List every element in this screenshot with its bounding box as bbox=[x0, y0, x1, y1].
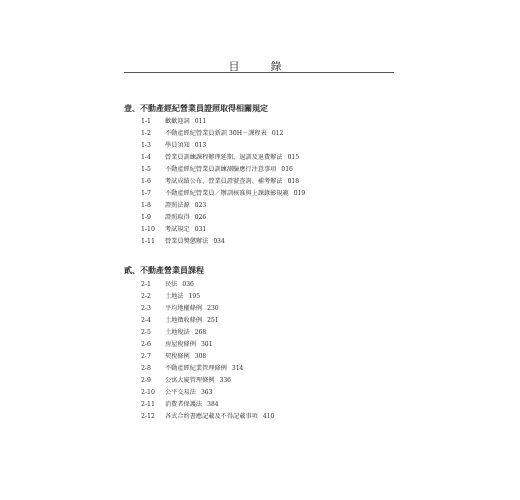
entry-title: 平均地權條例 bbox=[165, 305, 203, 312]
toc-entry bbox=[141, 164, 305, 176]
entry-page-number: 011 bbox=[194, 118, 207, 125]
entry-number: 1-9 bbox=[141, 214, 151, 221]
toc-entry bbox=[141, 339, 274, 351]
toc-entry bbox=[141, 351, 274, 363]
entry-number: 2-9 bbox=[141, 377, 151, 384]
entry-number: 2-3 bbox=[141, 305, 151, 312]
entry-number: 2-1 bbox=[141, 281, 151, 288]
entry-title: 考試成績公布、營業員證號查詢、補考辦法 bbox=[165, 178, 283, 185]
entry-number: 1-6 bbox=[141, 178, 151, 185]
toc-entry bbox=[141, 236, 305, 248]
toc-entry bbox=[141, 387, 274, 399]
section-2-entries bbox=[141, 279, 274, 423]
entry-number: 2-11 bbox=[141, 401, 155, 408]
entry-page-number: 314 bbox=[231, 365, 244, 372]
toc-entry bbox=[141, 279, 274, 291]
entry-page-number: 410 bbox=[262, 413, 275, 420]
entry-title: 土地徵收條例 bbox=[165, 317, 203, 324]
entry-number: 1-10 bbox=[141, 226, 155, 233]
entry-number: 1-3 bbox=[141, 142, 151, 149]
entry-number: 2-4 bbox=[141, 317, 151, 324]
entry-page-number: 301 bbox=[200, 341, 213, 348]
entry-page-number: 384 bbox=[207, 401, 219, 408]
toc-entry bbox=[141, 224, 305, 236]
entry-number: 2-12 bbox=[141, 413, 155, 420]
entry-title: 不動產經紀營業員新訓 30H－課程表 bbox=[165, 130, 267, 137]
entry-page-number: 013 bbox=[194, 142, 207, 149]
toc-entry bbox=[141, 327, 274, 339]
title-divider bbox=[124, 72, 394, 73]
entry-title: 消費者保護法 bbox=[165, 401, 203, 408]
entry-title: 營業員獎懲辦法 bbox=[165, 238, 209, 245]
toc-entry bbox=[141, 128, 305, 140]
toc-entry bbox=[141, 291, 274, 303]
toc-entry bbox=[141, 152, 305, 164]
entry-page-number: 023 bbox=[194, 202, 207, 209]
entry-page-number: 031 bbox=[194, 226, 207, 233]
entry-title: 不動產經紀業管理條例 bbox=[165, 365, 227, 372]
entry-page-number: 230 bbox=[207, 305, 219, 312]
entry-title: 不動產經紀營業員訓練測驗應行注意事項 bbox=[165, 166, 277, 173]
entry-page-number: 019 bbox=[293, 190, 306, 197]
entry-number: 2-10 bbox=[141, 389, 155, 396]
entry-title: 各式合約書應記載及不得記載事項 bbox=[165, 413, 258, 420]
entry-page-number: 195 bbox=[188, 293, 201, 300]
section-title-1: 壹、不動產經紀營業員證照取得相關規定 bbox=[124, 103, 268, 113]
entry-number: 2-2 bbox=[141, 293, 151, 300]
entry-page-number: 015 bbox=[287, 154, 300, 161]
entry-number: 1-2 bbox=[141, 130, 151, 137]
entry-title: 公寓大廈管理條例 bbox=[165, 377, 215, 384]
entry-page-number: 018 bbox=[287, 178, 300, 185]
entry-page-number: 016 bbox=[281, 166, 293, 173]
entry-number: 1-5 bbox=[141, 166, 151, 173]
entry-page-number: 336 bbox=[219, 377, 231, 384]
toc-entry bbox=[141, 200, 305, 212]
entry-title: 土地稅法 bbox=[165, 329, 190, 336]
entry-number: 2-7 bbox=[141, 353, 151, 360]
entry-page-number: 268 bbox=[194, 329, 207, 336]
entry-title: 公平交易法 bbox=[165, 389, 196, 396]
entry-page-number: 012 bbox=[271, 130, 284, 137]
entry-page-number: 034 bbox=[213, 238, 225, 245]
entry-title: 證照取得 bbox=[165, 214, 190, 221]
entry-title: 契稅條例 bbox=[165, 353, 190, 360]
toc-entry bbox=[141, 212, 305, 224]
entry-page-number: 036 bbox=[182, 281, 194, 288]
entry-title: 民法 bbox=[165, 281, 178, 288]
entry-title: 考試規定 bbox=[165, 226, 190, 233]
entry-number: 1-11 bbox=[141, 238, 155, 245]
toc-entry bbox=[141, 315, 274, 327]
entry-title: 證照法源 bbox=[165, 202, 190, 209]
entry-title: 學員須知 bbox=[165, 142, 190, 149]
section-1-entries bbox=[141, 116, 305, 248]
toc-title: 目 錄 bbox=[228, 60, 292, 73]
entry-number: 1-8 bbox=[141, 202, 151, 209]
entry-page-number: 251 bbox=[207, 317, 219, 324]
toc-entry bbox=[141, 399, 274, 411]
toc-entry bbox=[141, 303, 274, 315]
toc-entry bbox=[141, 116, 305, 128]
toc-entry bbox=[141, 140, 305, 152]
entry-title: 歡歡迎詞 bbox=[165, 118, 190, 125]
toc-entry bbox=[141, 411, 274, 423]
entry-number: 2-6 bbox=[141, 341, 151, 348]
entry-title: 土地法 bbox=[165, 293, 184, 300]
toc-entry bbox=[141, 176, 305, 188]
toc-entry bbox=[141, 188, 305, 200]
toc-entry bbox=[141, 363, 274, 375]
section-title-2: 貳、不動產營業員課程 bbox=[124, 265, 204, 275]
entry-number: 1-7 bbox=[141, 190, 151, 197]
entry-page-number: 363 bbox=[200, 389, 213, 396]
entry-title: 營業員訓練課程辦理延期、退訓及退費辦法 bbox=[165, 154, 283, 161]
toc-entry bbox=[141, 375, 274, 387]
entry-page-number: 308 bbox=[194, 353, 207, 360]
entry-number: 2-8 bbox=[141, 365, 151, 372]
entry-title: 房屋稅條例 bbox=[165, 341, 196, 348]
entry-page-number: 026 bbox=[194, 214, 207, 221]
entry-number: 1-4 bbox=[141, 154, 151, 161]
entry-title: 不動產經紀營業員／辦訓核准與上課錄影規範 bbox=[165, 190, 289, 197]
entry-number: 2-5 bbox=[141, 329, 151, 336]
entry-number: 1-1 bbox=[141, 118, 151, 125]
